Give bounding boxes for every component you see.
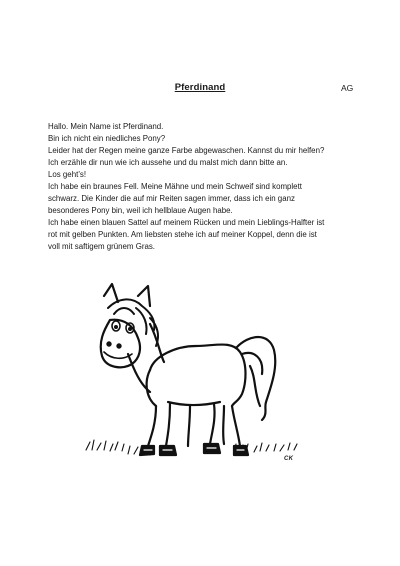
pony-ears — [104, 284, 150, 306]
story-line: Los geht’s! — [48, 170, 87, 179]
story-line: schwarz. Die Kinder die auf mir Reiten sagen immer, dass ich ein ganz — [48, 194, 295, 203]
story-line: Leider hat der Regen meine ganze Farbe abgewaschen. Kannst du mir helfen? — [48, 146, 325, 155]
grass-tufts — [86, 440, 297, 455]
story-line: Ich habe ein braunes Fell. Meine Mähne und mein Schweif sind komplett — [48, 182, 302, 191]
story-line: rot mit gelben Punkten. Am liebsten stehe ich auf meiner Koppel, denn die ist — [48, 230, 317, 239]
author-initials: AG — [341, 83, 354, 93]
artist-signature: CK — [284, 456, 294, 462]
pony-hooves — [140, 444, 248, 455]
pony-rear-legs — [210, 404, 240, 446]
page-title: Pferdinand — [174, 82, 226, 93]
story-line: Bin ich nicht ein niedliches Pony? — [48, 134, 166, 143]
story-text — [48, 121, 366, 253]
pony-body — [150, 345, 246, 407]
story-line: voll mit saftigem grünem Gras. — [48, 242, 155, 251]
pony-illustration — [84, 274, 306, 474]
pony-tail — [236, 337, 275, 420]
pony-front-legs — [148, 404, 190, 446]
story-line: Ich erzähle dir nun wie ich aussehe und du malst mich dann bitte an. — [48, 158, 288, 167]
story-line: besonderes Pony bin, weil ich hellblaue Augen habe. — [48, 206, 233, 215]
story-line: Ich habe einen blauen Sattel auf meinem Rücken und mein Lieblings-Halfter ist — [48, 218, 325, 227]
story-line: Hallo. Mein Name ist Pferdinand. — [48, 122, 164, 131]
